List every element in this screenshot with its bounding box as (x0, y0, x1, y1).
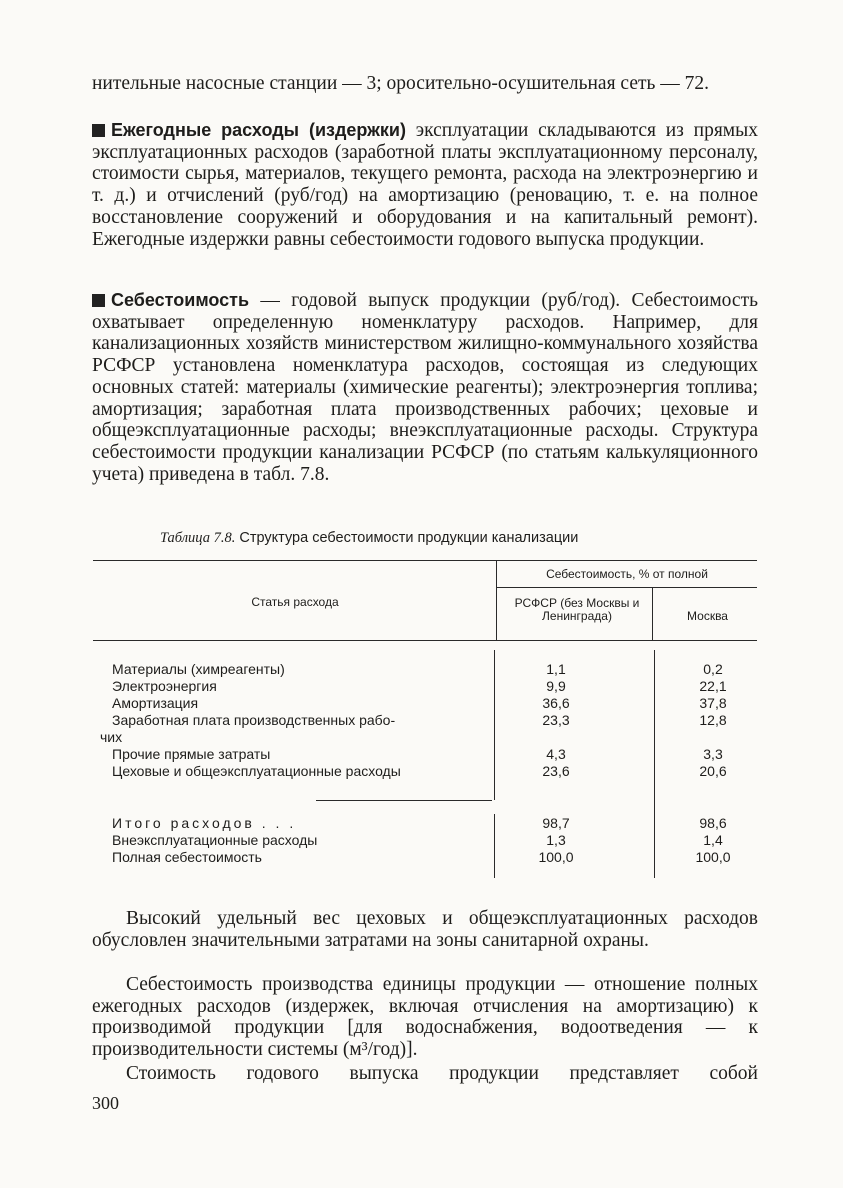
table-row (108, 661, 758, 678)
row-label: Электроэнергия (112, 678, 217, 694)
annual-costs-term: Ежегодные расходы (издержки) (111, 120, 406, 140)
square-bullet-icon (92, 124, 105, 137)
table-row-total (108, 815, 758, 832)
cost-price-text: — годовой выпуск продукции (руб/год). Себестоимость охватывает определенную номенклатуру расходов. Например, для канализационных хозяйств министерством жилищно-коммунального хозяйства РСФСР установлена номенклатура расходов, состоящая из следующих основных статей: материалы (химические реагенты); электроэнергия топлива; амортизация; заработная плата производственных рабочих; цеховые и общеэксплуатационные расходы; внеэксплуатационные расходы. Структура себестоимости продукции канализации РСФСР (по статьям калькуляционного учета) приведена в табл. 7.8. (92, 290, 758, 485)
cost-price-paragraph (92, 290, 758, 485)
moscow-value: 3,3 (703, 746, 723, 762)
high-share-paragraph: Высокий удельный вес цеховых и общеэксплуатационных расходов обусловлен значительными затратами на зоны санитарной охраны. (92, 908, 758, 951)
cost-price-term: Себестоимость (111, 290, 250, 310)
rsfsr-value: 36,6 (542, 695, 570, 711)
output-value-paragraph: Стоимость годового выпуска продукции представляет собой (126, 1063, 758, 1084)
square-bullet-icon (92, 294, 105, 307)
moscow-value: 98,6 (699, 815, 727, 831)
annual-costs-text: эксплуатации складываются из прямых эксплуатационных расходов (заработной платы эксплуатационному персоналу, стоимости сырья, материалов, текущего ремонта, расхода на электроэнергию и т. д.) и отчислений (руб/год) на амортизацию (реновацию, т. е. на полное восстановление сооружений и оборудования и на капитальный ремонт). Ежегодные издержки равны себестоимости годового выпуска продукции. (92, 120, 759, 250)
table-title: Структура себестоимости продукции канализации (239, 530, 579, 546)
table-row (108, 763, 758, 780)
table-top-rule (93, 560, 757, 561)
rsfsr-value: 23,3 (542, 712, 570, 728)
rsfsr-value: 1,3 (546, 832, 566, 848)
moscow-value: 1,4 (703, 832, 723, 848)
row-label: Внеэксплуатационные расходы (112, 832, 318, 848)
row-label: Амортизация (112, 695, 199, 711)
table-row (108, 695, 758, 712)
table-row (108, 746, 758, 763)
row-label: Прочие прямые затраты (112, 746, 271, 762)
table-row-total (108, 849, 758, 866)
table-caption (160, 530, 720, 547)
moscow-value: 0,2 (703, 661, 723, 677)
table-row (108, 712, 758, 729)
header-rsfsr: РСФСР (без Москвы и Ленинграда) (514, 596, 640, 623)
header-group: Себестоимость, % от полной (546, 567, 708, 581)
page-number: 300 (92, 1093, 119, 1113)
moscow-value: 37,8 (699, 695, 727, 711)
subtotal-rule (316, 800, 492, 801)
moscow-value: 22,1 (699, 678, 727, 694)
header-divider-1 (496, 560, 497, 640)
row-label: Заработная плата производственных рабо- (112, 712, 396, 728)
moscow-value: 12,8 (699, 712, 727, 728)
annual-costs-paragraph (92, 120, 758, 250)
row-label: чих (100, 729, 123, 745)
rsfsr-value: 9,9 (546, 678, 566, 694)
rsfsr-value: 100,0 (538, 849, 574, 865)
header-divider-2 (652, 587, 653, 640)
intro-paragraph: нительные насосные станции — 3; оросительно-осушительная сеть — 72. (92, 73, 710, 94)
moscow-value: 20,6 (699, 763, 727, 779)
header-item: Статья расхода (251, 595, 339, 609)
row-label: Материалы (химреагенты) (112, 661, 285, 677)
header-moscow: Москва (687, 609, 728, 623)
rsfsr-value: 23,6 (542, 763, 570, 779)
moscow-value: 100,0 (695, 849, 731, 865)
row-label: Полная себестоимость (112, 849, 262, 865)
unit-cost-paragraph: Себестоимость производства единицы продукции — отношение полных ежегодных расходов (издержек, включая отчисления на амортизацию) к производимой продукции [для водоснабжения, водоотведения — к производительности системы (м³/год)]. (92, 974, 758, 1061)
header-bottom-rule (93, 640, 757, 641)
rsfsr-value: 98,7 (542, 815, 570, 831)
row-label: Цеховые и общеэксплуатационные расходы (112, 763, 401, 779)
table-number: Таблица 7.8. (160, 530, 236, 546)
table-row (96, 729, 746, 746)
table-row-total (108, 832, 758, 849)
header-group-rule (497, 587, 757, 588)
rsfsr-value: 4,3 (546, 746, 566, 762)
table-row (108, 678, 758, 695)
rsfsr-value: 1,1 (546, 661, 566, 677)
row-label: Итого расходов . . . (112, 815, 297, 831)
